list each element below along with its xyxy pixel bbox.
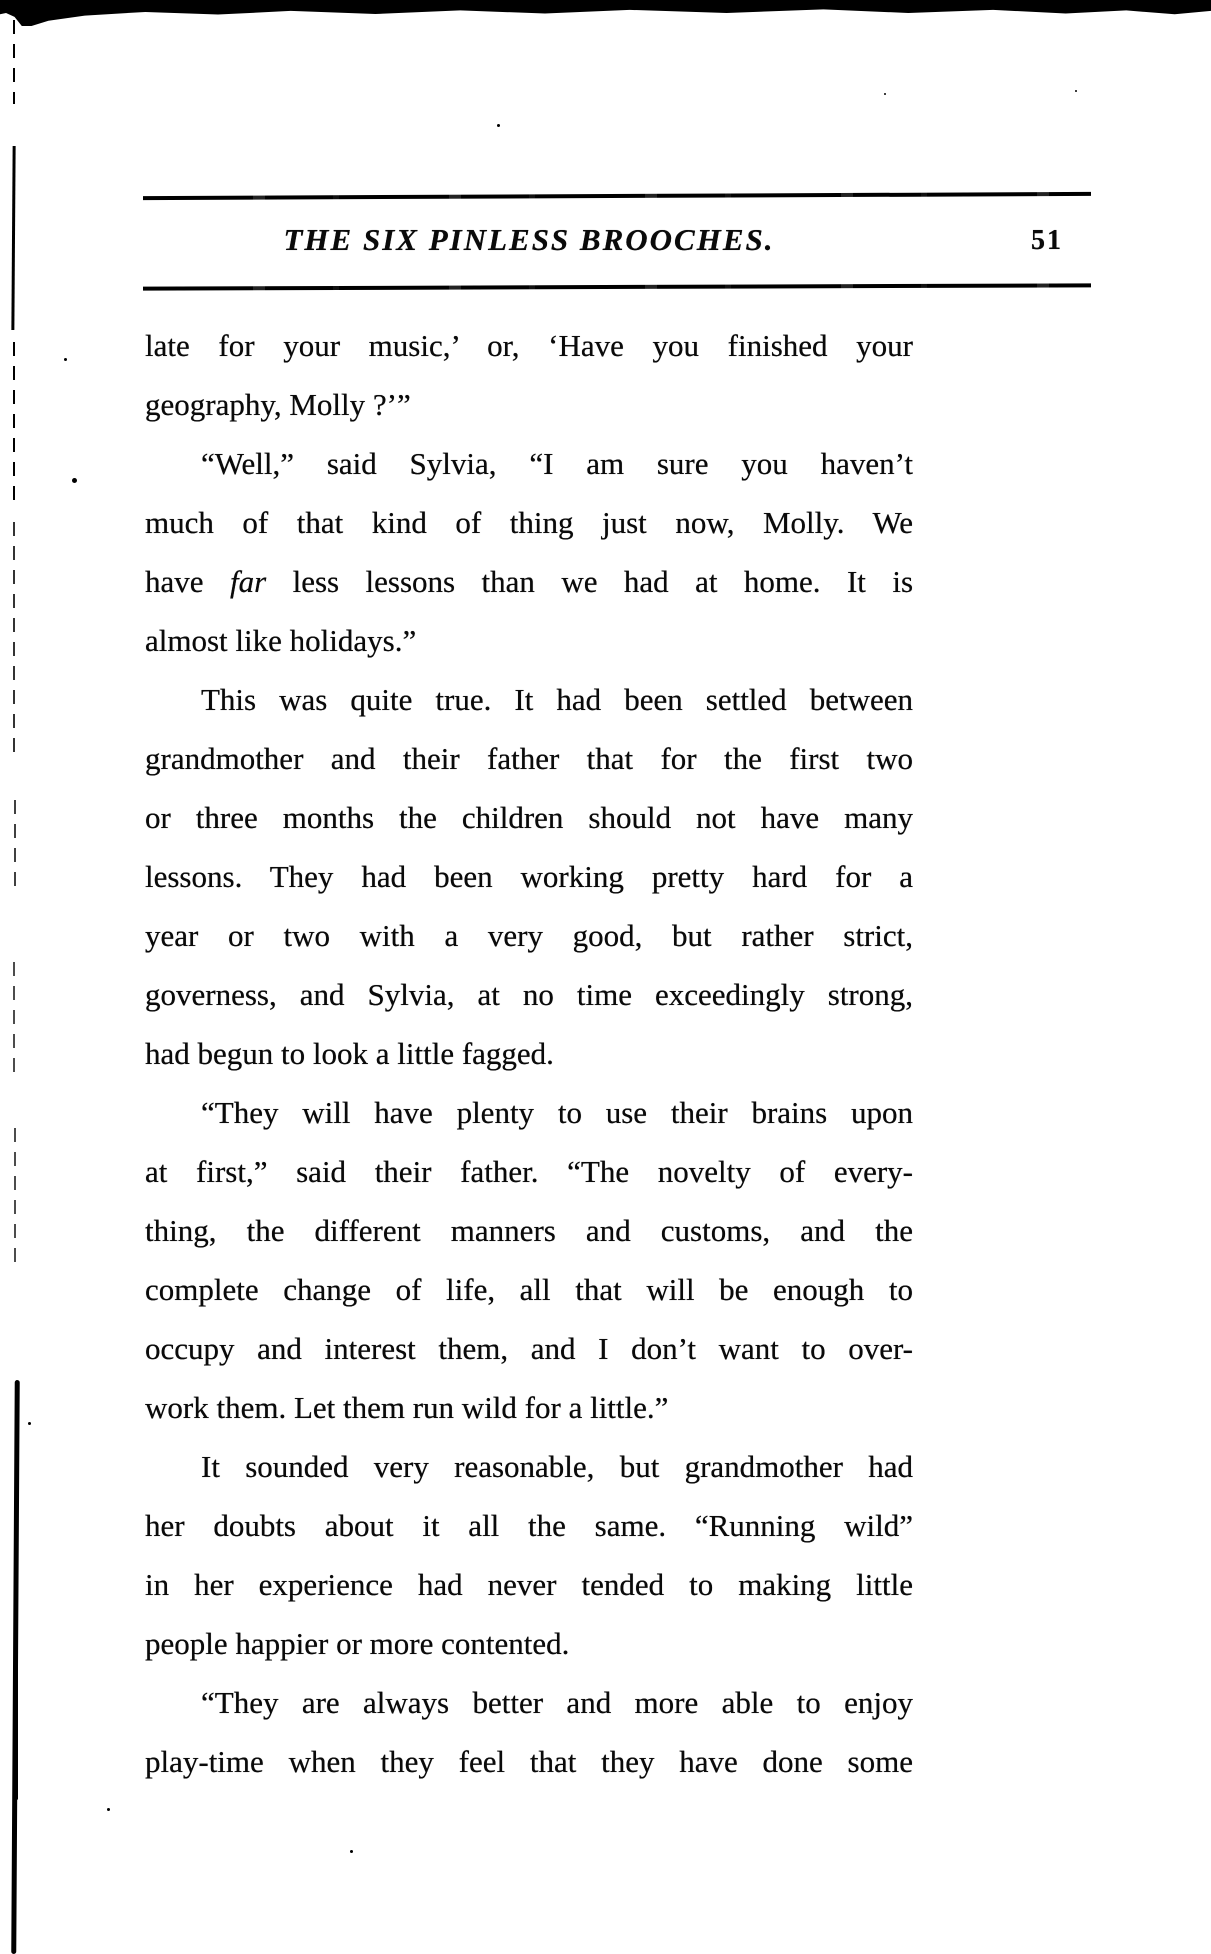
text-line: “They will have plenty to use their brains upon xyxy=(201,1095,913,1130)
scan-speck xyxy=(28,1422,31,1425)
text-line: at first,” said their father. “The novelty of every- xyxy=(145,1154,913,1189)
text-line: almost like holidays.” xyxy=(145,623,417,658)
scan-left-edge-artifact xyxy=(13,342,15,502)
scan-left-edge-artifact xyxy=(13,962,15,1082)
text-line: her doubts about it all the same. “Running wild” xyxy=(145,1508,913,1543)
text-line xyxy=(145,552,913,611)
scan-left-edge-artifact xyxy=(15,1590,18,1800)
scan-left-edge-artifact xyxy=(14,800,16,892)
text-line: governess, and Sylvia, at no time exceedingly strong, xyxy=(145,977,913,1012)
text-line: lessons. They had been working pretty hard for a xyxy=(145,859,913,894)
text-line: in her experience had never tended to making little xyxy=(145,1567,913,1602)
scan-speck xyxy=(64,358,67,361)
text-line: complete change of life, all that will be enough to xyxy=(145,1272,913,1307)
text-line: “Well,” said Sylvia, “I am sure you haven’t xyxy=(201,446,913,481)
header-rule-bottom xyxy=(143,283,1091,290)
text-line: had begun to look a little fagged. xyxy=(145,1036,554,1071)
text-line: “They are always better and more able to enjoy xyxy=(201,1685,913,1720)
text-run: less lessons than we had at home. It is xyxy=(292,564,913,599)
text-line: occupy and interest them, and I don’t want to over- xyxy=(145,1331,913,1366)
scan-speck xyxy=(72,478,77,483)
italic-word: far xyxy=(229,564,267,599)
scan-speck xyxy=(497,124,500,127)
scan-left-edge-artifact xyxy=(11,146,15,330)
text-line: or three months the children should not have many xyxy=(145,800,913,835)
text-line: It sounded very reasonable, but grandmother had xyxy=(201,1449,913,1484)
scan-speck xyxy=(350,1850,353,1853)
text-line: people happier or more contented. xyxy=(145,1626,570,1661)
scan-top-edge-artifact xyxy=(0,0,1211,26)
scan-left-edge-artifact xyxy=(13,522,15,762)
scan-speck xyxy=(107,1808,110,1811)
text-line: geography, Molly ?’” xyxy=(145,387,411,422)
text-line: year or two with a very good, but rather strict, xyxy=(145,918,913,953)
text-line: play-time when they feel that they have done some xyxy=(145,1744,913,1779)
text-line: This was quite true. It had been settled between xyxy=(201,682,913,717)
header-rule-top xyxy=(143,192,1091,200)
text-line: grandmother and their father that for the first two xyxy=(145,741,913,776)
running-header xyxy=(145,222,1091,270)
text-line: much of that kind of thing just now, Molly. We xyxy=(145,505,913,540)
scan-left-edge-artifact xyxy=(13,20,15,104)
body-text xyxy=(145,316,913,1791)
text-run: have xyxy=(145,564,204,599)
text-line: thing, the different manners and customs, and the xyxy=(145,1213,913,1248)
text-line: work them. Let them run wild for a little.” xyxy=(145,1390,669,1425)
page-number: 51 xyxy=(1031,225,1063,256)
scan-speck xyxy=(1075,90,1077,92)
scan-left-edge-artifact xyxy=(14,1128,16,1268)
text-line: late for your music,’ or, ‘Have you finished your xyxy=(145,328,913,363)
scan-speck xyxy=(884,93,886,95)
chapter-title: THE SIX PINLESS BROOCHES. xyxy=(283,222,775,257)
